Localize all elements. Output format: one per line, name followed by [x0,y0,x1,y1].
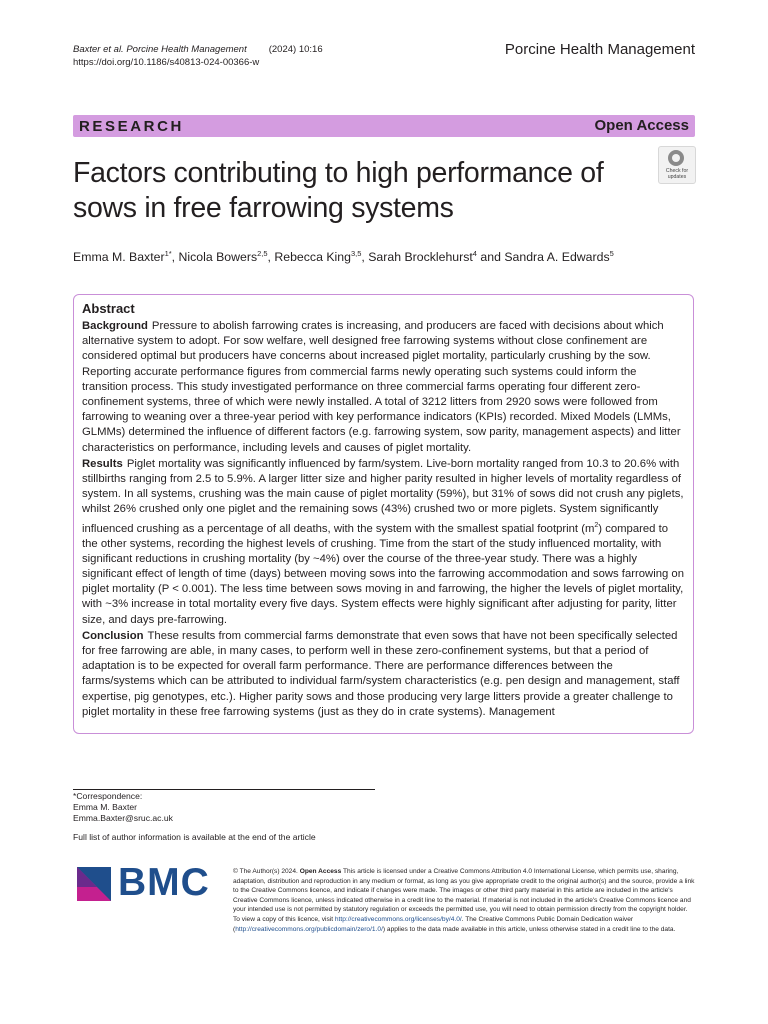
abstract-results [82,457,685,628]
author-affiliation: 5 [609,249,614,258]
year-volume: (2024) 10:16 [268,44,323,55]
author-affiliation: 2,5 [257,249,268,258]
section-banner [73,115,695,137]
crossmark-icon [668,150,684,166]
correspondence-email[interactable]: Emma.Baxter@sruc.ac.uk [73,813,173,823]
author-affiliation: 3,5 [350,249,362,258]
citation-line [73,43,323,56]
author-name[interactable]: Sandra A. Edwards [504,250,610,265]
bmc-logo-icon [77,867,111,901]
license-body-2: . The Creative Commons Public Domain Dedication waiver ( [233,915,634,933]
cc-zero-link[interactable]: http://creativecommons.org/publicdomain/zero/1.0/ [235,925,383,933]
author-name[interactable]: Sarah Brocklehurst [368,250,473,265]
cc-by-link[interactable]: http://creativecommons.org/licenses/by/4.0/ [334,915,462,923]
check-updates-label: Check for updates [665,168,689,180]
abstract-box [73,294,694,734]
abstract-background [82,319,685,456]
background-label: Background [82,320,148,332]
citation: Baxter et al. Porcine Health Management [73,44,247,55]
correspondence-name: Emma M. Baxter [73,802,137,812]
abstract-conclusion [82,629,685,720]
running-header [73,43,323,69]
author-name[interactable]: Nicola Bowers [178,250,258,265]
author-separator: and [476,250,505,265]
author-name[interactable]: Emma M. Baxter [73,250,165,265]
author-separator: , [171,250,179,265]
results-text: Piglet mortality was significantly influenced by farm/system. Live-born mortality ranged from 10.3 to 20.6% with stillbirths ranging from 2.5 to 5.9%. A larger litter size and higher parity resulted in higher levels of mortality regardless of system. In all systems, crushing was the main cause of piglet mortality (59%), but 31% of sows did not crush any piglets, whilst 26% crushed only one piglet and the remaining sows (43%) crushed two or more piglets. System significantly influenced crushing as a percentage of all deaths, with the system with the smallest spatial footprint (m [82,457,684,535]
open-access-label: Open Access [594,117,689,134]
license-text [233,867,695,934]
bmc-logo-text: BMC [118,861,210,904]
correspondence-block [73,791,173,824]
abstract-heading: Abstract [82,301,135,316]
conclusion-text: These results from commercial farms demonstrate that even sows that have not been specifically selected for free farrowing are able, in many cases, to perform well in these zero-confinement systems, but that a period of adaptation is to be expected for overall farm performance. There are performance differences between the farms/systems which can be attributed to individual farm/system characteristics (e.g. pen design and management, staff expertise, pig genotypes, etc.). Higher parity sows and those producing very large litters provide a greater challenge to piglet mortality in these free farrowing systems (just as they do in crate systems). Management [82,629,680,718]
author-info-note: Full list of author information is available at the end of the article [73,832,316,842]
results-superscript: 2 [594,521,599,529]
author-affiliation: 1* [164,249,172,258]
conclusion-label: Conclusion [82,629,144,642]
check-for-updates-badge[interactable] [658,146,696,184]
article-title: Factors contributing to high performance of sows in free farrowing systems [73,157,604,224]
section-label: RESEARCH [79,118,184,135]
author-separator: , [361,250,369,265]
correspondence-label: *Correspondence: [73,791,143,801]
license-body: This article is licensed under a Creative Commons Attribution 4.0 International License, which permits use, sharing, adaptation, distribution and reproduction in any medium or format, as long as you give appropriate credit to the original author(s) and the source, provide a link to the Creative Commons licence, and indicate if changes were made. The images or other third party material in this article are included in the article's Creative Commons licence, unless indicated otherwise in a credit line to the material. If material is not included in the article's Creative Commons licence and your intended use is not permitted by statutory regulation or exceeds the permitted use, you will need to obtain permission directly from the copyright holder. To view a copy of this licence, visit [233,868,695,923]
license-body-3: ) applies to the data made available in this article, unless otherwise stated in a credit line to the data. [382,925,676,933]
doi-link[interactable]: https://doi.org/10.1186/s40813-024-00366-w [73,57,260,68]
results-label: Results [82,457,123,470]
results-text-cont: ) compared to the other systems, recording the highest levels of crushing. Time from the start of the study influenced mortality, with significant reductions in crushing mortality (by ~4%) over the course of the three-year study. There was a highly significant effect of length of time (days) between moving sows into the farrowing accommodation and sows farrowing on piglet mortality (P < 0.001). The less time between sows moving in and farrowing, the higher the levels of piglet mortality, with ~3% increase in total mortality every five days. System effects were highly significant after adjusting for parity, litter size, and days pre-farrowing. [82,522,684,626]
copyright-lead: © The Author(s) 2024. [233,868,298,875]
bmc-logo[interactable] [77,861,217,907]
license-open-access: Open Access [299,868,342,875]
journal-name: Porcine Health Management [504,41,695,58]
author-separator: , [267,250,275,265]
author-list [73,249,614,264]
background-text: Pressure to abolish farrowing crates is increasing, and producers are faced with decisions about which alternative system to adopt. For sow welfare, well designed free farrowing systems without close confinement are considered optimal but producers have concerns about increased piglet mortality, particularly crushing by the sow. Reporting accurate performance figures from commercial farms newly operating such systems could inform the transition process. This study investigated performance on three commercial farms operating four different zero-confinement systems, three of which were newly installed. A total of 3212 litters from 2920 sows were followed from farrowing to weaning over a three-year period with key performance indicators (KPIs) recorded. Mixed Models (LMMs, GLMMs) determined the influence of different factors (e.g. farrowing system, sow parity, management aspects) and litter characteristics on performance, including levels and causes of piglet mortality. [82,320,681,454]
author-affiliation: 4 [472,249,477,258]
author-name[interactable]: Rebecca King [274,250,351,265]
footnote-rule [73,789,375,790]
